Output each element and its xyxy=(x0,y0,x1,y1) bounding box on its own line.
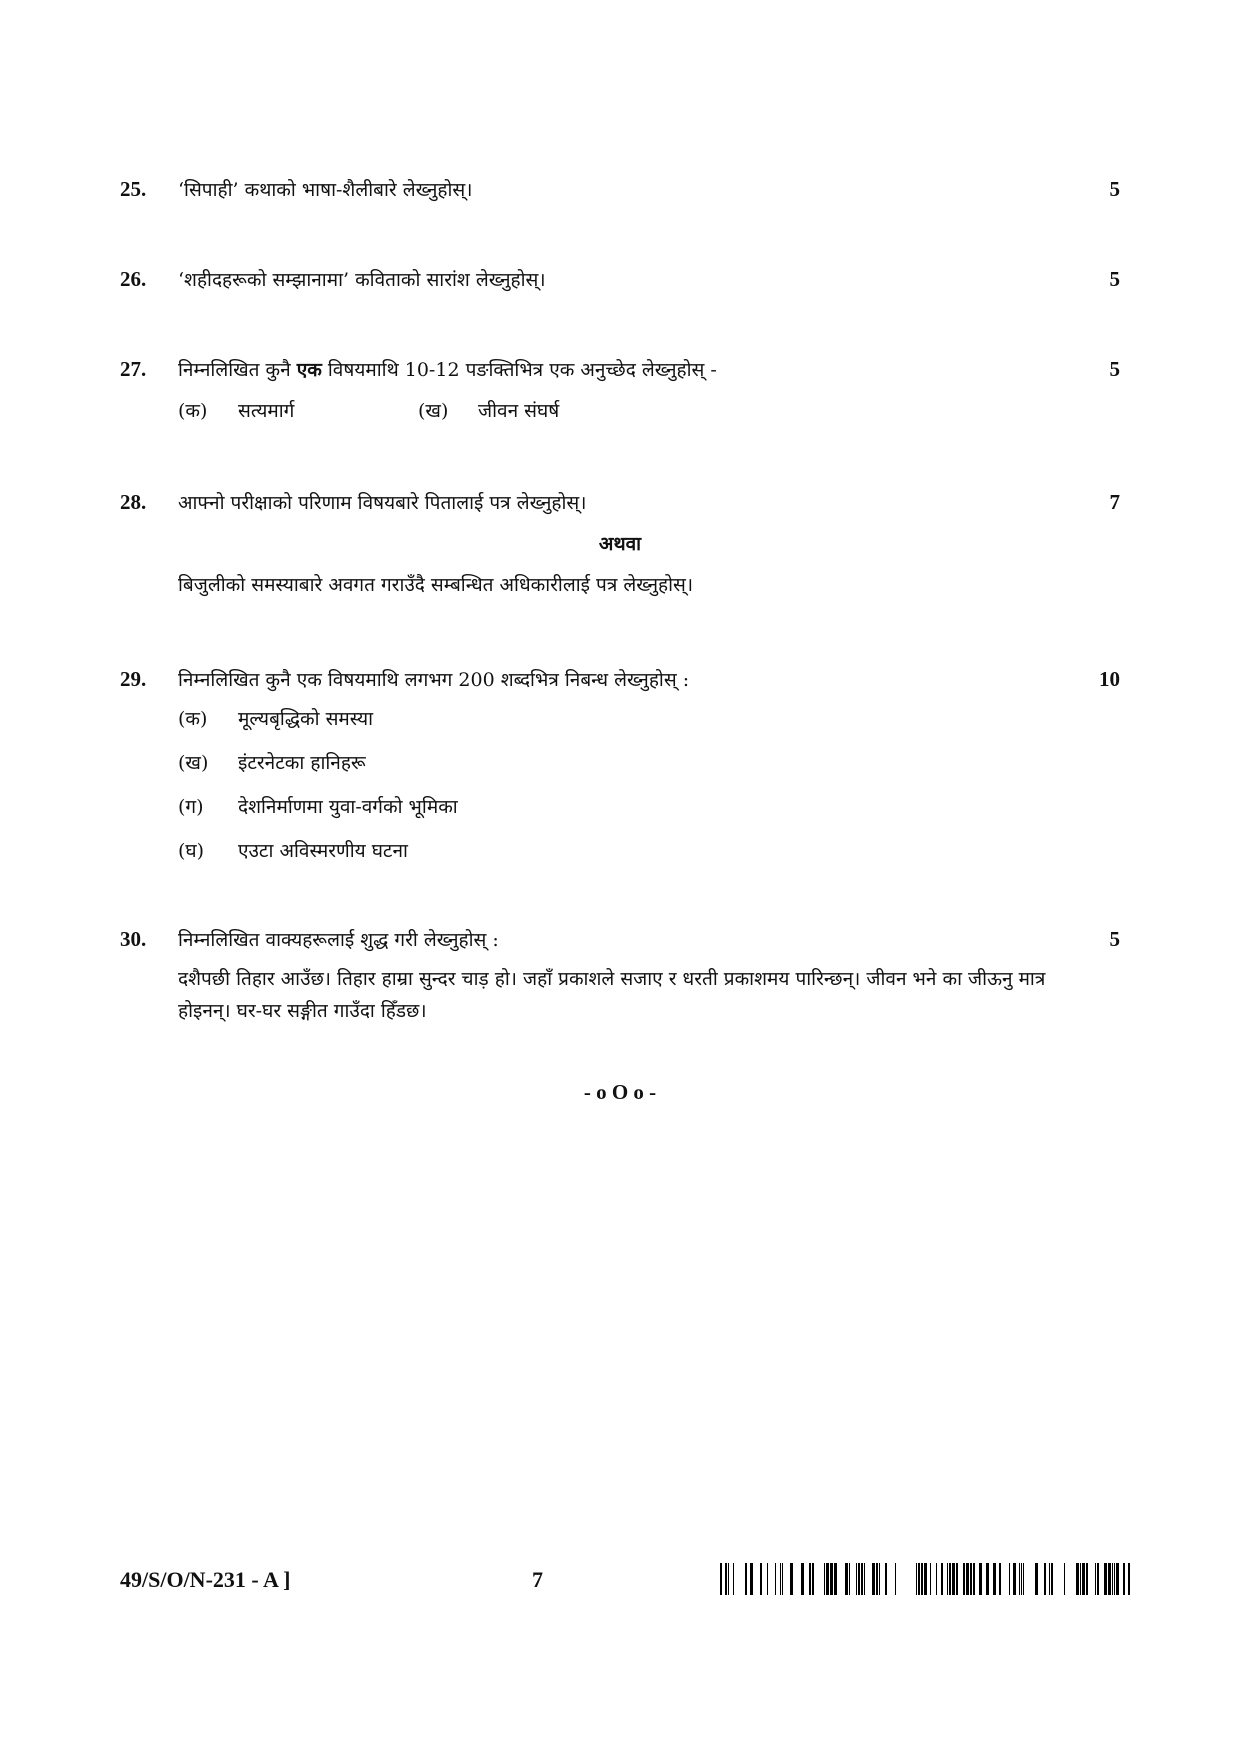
emphasis-word: एक xyxy=(296,359,322,381)
options xyxy=(178,397,1120,423)
option-text: जीवन संघर्ष xyxy=(478,400,560,422)
passage: दशैपछी तिहार आउँछ। तिहार हाम्रा सुन्दर चाड़ हो। जहाँ प्रकाशले सजाए र धरती प्रकाशमय पारिन्छन्। जीवन भने का जीऊनु मात्र होइनन्। घर-घर सङ्गीत गाउँदा हिँडछ। xyxy=(178,968,1046,1022)
option-text: एउटा अविस्मरणीय घटना xyxy=(238,840,408,862)
question-number: 25. xyxy=(120,177,147,201)
page-number: 7 xyxy=(532,1567,543,1592)
option-label: (ख) xyxy=(418,400,449,422)
question-30 xyxy=(120,925,1120,1027)
question-text: निम्नलिखित वाक्यहरूलाई शुद्ध गरी लेख्नुहोस् : xyxy=(178,929,499,951)
option-label: (ख) xyxy=(178,752,209,774)
question-27 xyxy=(120,355,1120,423)
or-label: अथवा xyxy=(598,533,642,555)
option-label: (क) xyxy=(178,708,208,730)
question-text: ‘शहीदहरूको सम्झानामा’ कविताको सारांश लेख्नुहोस्। xyxy=(178,269,546,291)
option xyxy=(178,705,1120,731)
question-25 xyxy=(120,175,1120,205)
option xyxy=(178,837,1120,863)
marks: 5 xyxy=(1109,357,1120,381)
alternative-question: बिजुलीको समस्याबारे अवगत गराउँदै सम्बन्धित अधिकारीलाई पत्र लेख्नुहोस्। xyxy=(178,574,694,596)
option xyxy=(178,793,1120,819)
question-text-part: विषयमाथि 10-12 पङक्तिभित्र एक अनुच्छेद लेख्नुहोस् - xyxy=(321,359,717,381)
marks: 5 xyxy=(1109,927,1120,951)
option xyxy=(178,397,418,423)
option-label: (ग) xyxy=(178,796,204,818)
option-text: देशनिर्माणमा युवा-वर्गको भूमिका xyxy=(238,796,458,818)
question-number: 29. xyxy=(120,667,147,691)
question-28 xyxy=(120,488,1120,600)
question-number: 26. xyxy=(120,267,147,291)
barcode-image xyxy=(720,1563,1130,1595)
option-label: (घ) xyxy=(178,840,205,862)
question-29 xyxy=(120,665,1120,863)
question-number: 27. xyxy=(120,357,147,381)
marks: 7 xyxy=(1109,490,1120,514)
question-26 xyxy=(120,265,1120,295)
marks: 10 xyxy=(1099,667,1120,691)
options xyxy=(120,705,1120,863)
option-text: मूल्यबृद्धिको समस्या xyxy=(238,708,374,730)
marks: 5 xyxy=(1109,177,1120,201)
question-text: ‘सिपाही’ कथाको भाषा-शैलीबारे लेख्नुहोस्। xyxy=(178,179,473,201)
question-number: 28. xyxy=(120,490,147,514)
paper-code: 49/S/O/N-231 - A ] xyxy=(120,1567,291,1592)
question-text xyxy=(178,355,1080,385)
option-text: सत्यमार्ग xyxy=(238,400,295,422)
option xyxy=(178,749,1120,775)
end-mark: - o O o - xyxy=(583,1080,657,1104)
question-text-part: निम्नलिखित कुनै xyxy=(178,359,297,381)
question-text: निम्नलिखित कुनै एक विषयमाथि लगभग 200 शब्दभित्र निबन्ध लेख्नुहोस् : xyxy=(178,669,690,691)
option xyxy=(418,397,559,423)
option-text: इंटरनेटका हानिहरू xyxy=(238,752,366,774)
question-number: 30. xyxy=(120,927,147,951)
question-text: आफ्नो परीक्षाको परिणाम विषयबारे पितालाई पत्र लेख्नुहोस्। xyxy=(178,492,587,514)
option-label: (क) xyxy=(178,400,208,422)
marks: 5 xyxy=(1109,267,1120,291)
footer xyxy=(120,1563,1120,1603)
